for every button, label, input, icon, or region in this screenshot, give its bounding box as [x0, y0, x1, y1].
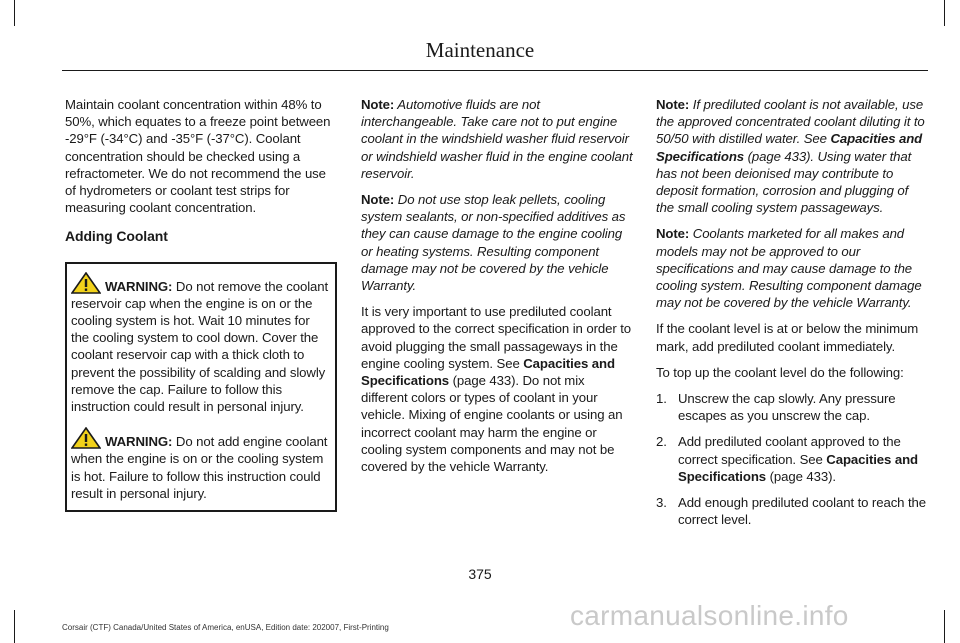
step-text: (page 433). [766, 468, 836, 484]
capacities-link[interactable]: Capacities and Specifications [656, 131, 923, 164]
crop-mark [14, 610, 15, 643]
step-text: Add enough prediluted coolant to reach the correct level. [678, 495, 927, 528]
step-number: 1. [656, 391, 667, 407]
note-text: Coolants marketed for all makes and models may not be approved to our specifications and may cause damage to the cooling system. Resulting component damage may not be covered by the vehicle Warranty. [656, 226, 922, 311]
note-text: If prediluted coolant is not available, use the approved concentrated coolant diluting it to 50/50 with distilled water. See [656, 97, 925, 147]
body-paragraph: To top up the coolant level do the following: [656, 364, 904, 380]
note-label: Note: [361, 97, 395, 112]
step-text: Unscrew the cap slowly. Any pressure escapes as you unscrew the cap. [678, 391, 896, 424]
crop-mark [944, 0, 945, 26]
column-2 [361, 96, 633, 484]
warning-label: WARNING: [105, 434, 173, 450]
warning-text: Do not remove the coolant reservoir cap when the engine is on or the cooling system is hot. Wait 10 minutes for the cooling system to cool down. Cover the coolant reservoir cap with a thick cloth to prevent the possibility of scalding and slowly remove the cap. Failure to follow this instruction could result in personal injury. [71, 278, 329, 415]
column-1 [65, 96, 337, 512]
body-text: It is very important to use prediluted coolant approved to the correct specification in order to avoid plugging the small passageways in the engine cooling system. See [361, 304, 631, 371]
page-title: Maintenance [425, 38, 535, 62]
warning-paragraph [71, 272, 331, 416]
warning-box [65, 262, 337, 512]
page-number: 375 [468, 566, 492, 582]
section-heading: Adding Coolant [65, 228, 168, 245]
warning-paragraph [71, 427, 331, 502]
crop-mark [944, 610, 945, 643]
note-paragraph [361, 96, 633, 182]
note-label: Note: [656, 97, 690, 112]
body-paragraph: If the coolant level is at or below the minimum mark, add prediluted coolant immediately. [656, 321, 919, 354]
warning-triangle-icon [71, 427, 101, 449]
capacities-link[interactable]: Capacities and Specifications [361, 355, 615, 389]
note-text: (page 433). Using water that has not been deionised may contribute to deposit formation, corrosion and plugging of the small cooling system passageways. [656, 148, 912, 216]
note-label: Note: [361, 192, 395, 208]
note-label: Note: [656, 226, 690, 242]
note-text: Automotive fluids are not interchangeable. Take care not to put engine coolant in the windshield washer fluid reservoir or windshield washer fluid in the engine coolant reservoir. [361, 97, 633, 181]
step-number: 3. [656, 495, 667, 511]
step-text: Add prediluted coolant approved to the correct specification. See [678, 434, 901, 467]
note-paragraph [656, 96, 928, 216]
list-item [656, 433, 928, 485]
steps-list [656, 390, 928, 528]
list-item [656, 390, 928, 424]
watermark: carmanualsonline.info [570, 600, 849, 631]
warning-label: WARNING: [105, 278, 173, 294]
footer-edition: Corsair (CTF) Canada/United States of America, enUSA, Edition date: 202007, First-Printing [62, 623, 389, 632]
step-number: 2. [656, 434, 667, 450]
intro-paragraph: Maintain coolant concentration within 48% to 50%, which equates to a freeze point between -29°F (-34°C) and -35°F (-37°C). Coolant concentration should be checked using a refractometer. We do not recommend the use of hydrometers or coolant test strips for measuring coolant concentration. [65, 97, 331, 216]
header-rule [62, 70, 928, 71]
note-paragraph [361, 191, 633, 294]
body-paragraph [361, 303, 633, 475]
note-paragraph [656, 225, 928, 311]
warning-triangle-icon [71, 272, 101, 294]
crop-mark [14, 0, 15, 26]
list-item [656, 494, 928, 528]
column-3 [656, 96, 928, 537]
note-text: Do not use stop leak pellets, cooling system sealants, or non-specified additives as they can cause damage to the engine cooling or heating systems. Resulting component damage may not be covered by the vehicle Warranty. [361, 192, 626, 294]
body-text: (page 433). Do not mix different colors or types of coolant in your vehicle. Mixing of engine coolants or using an incorrect coolant may harm the engine or cooling system components and may not be covered by the vehicle Warranty. [361, 373, 623, 475]
warning-text: Do not add engine coolant when the engine is on or the cooling system is hot. Failure to follow this instruction could result in personal injury. [71, 434, 328, 501]
capacities-link[interactable]: Capacities and Specifications [678, 451, 918, 484]
